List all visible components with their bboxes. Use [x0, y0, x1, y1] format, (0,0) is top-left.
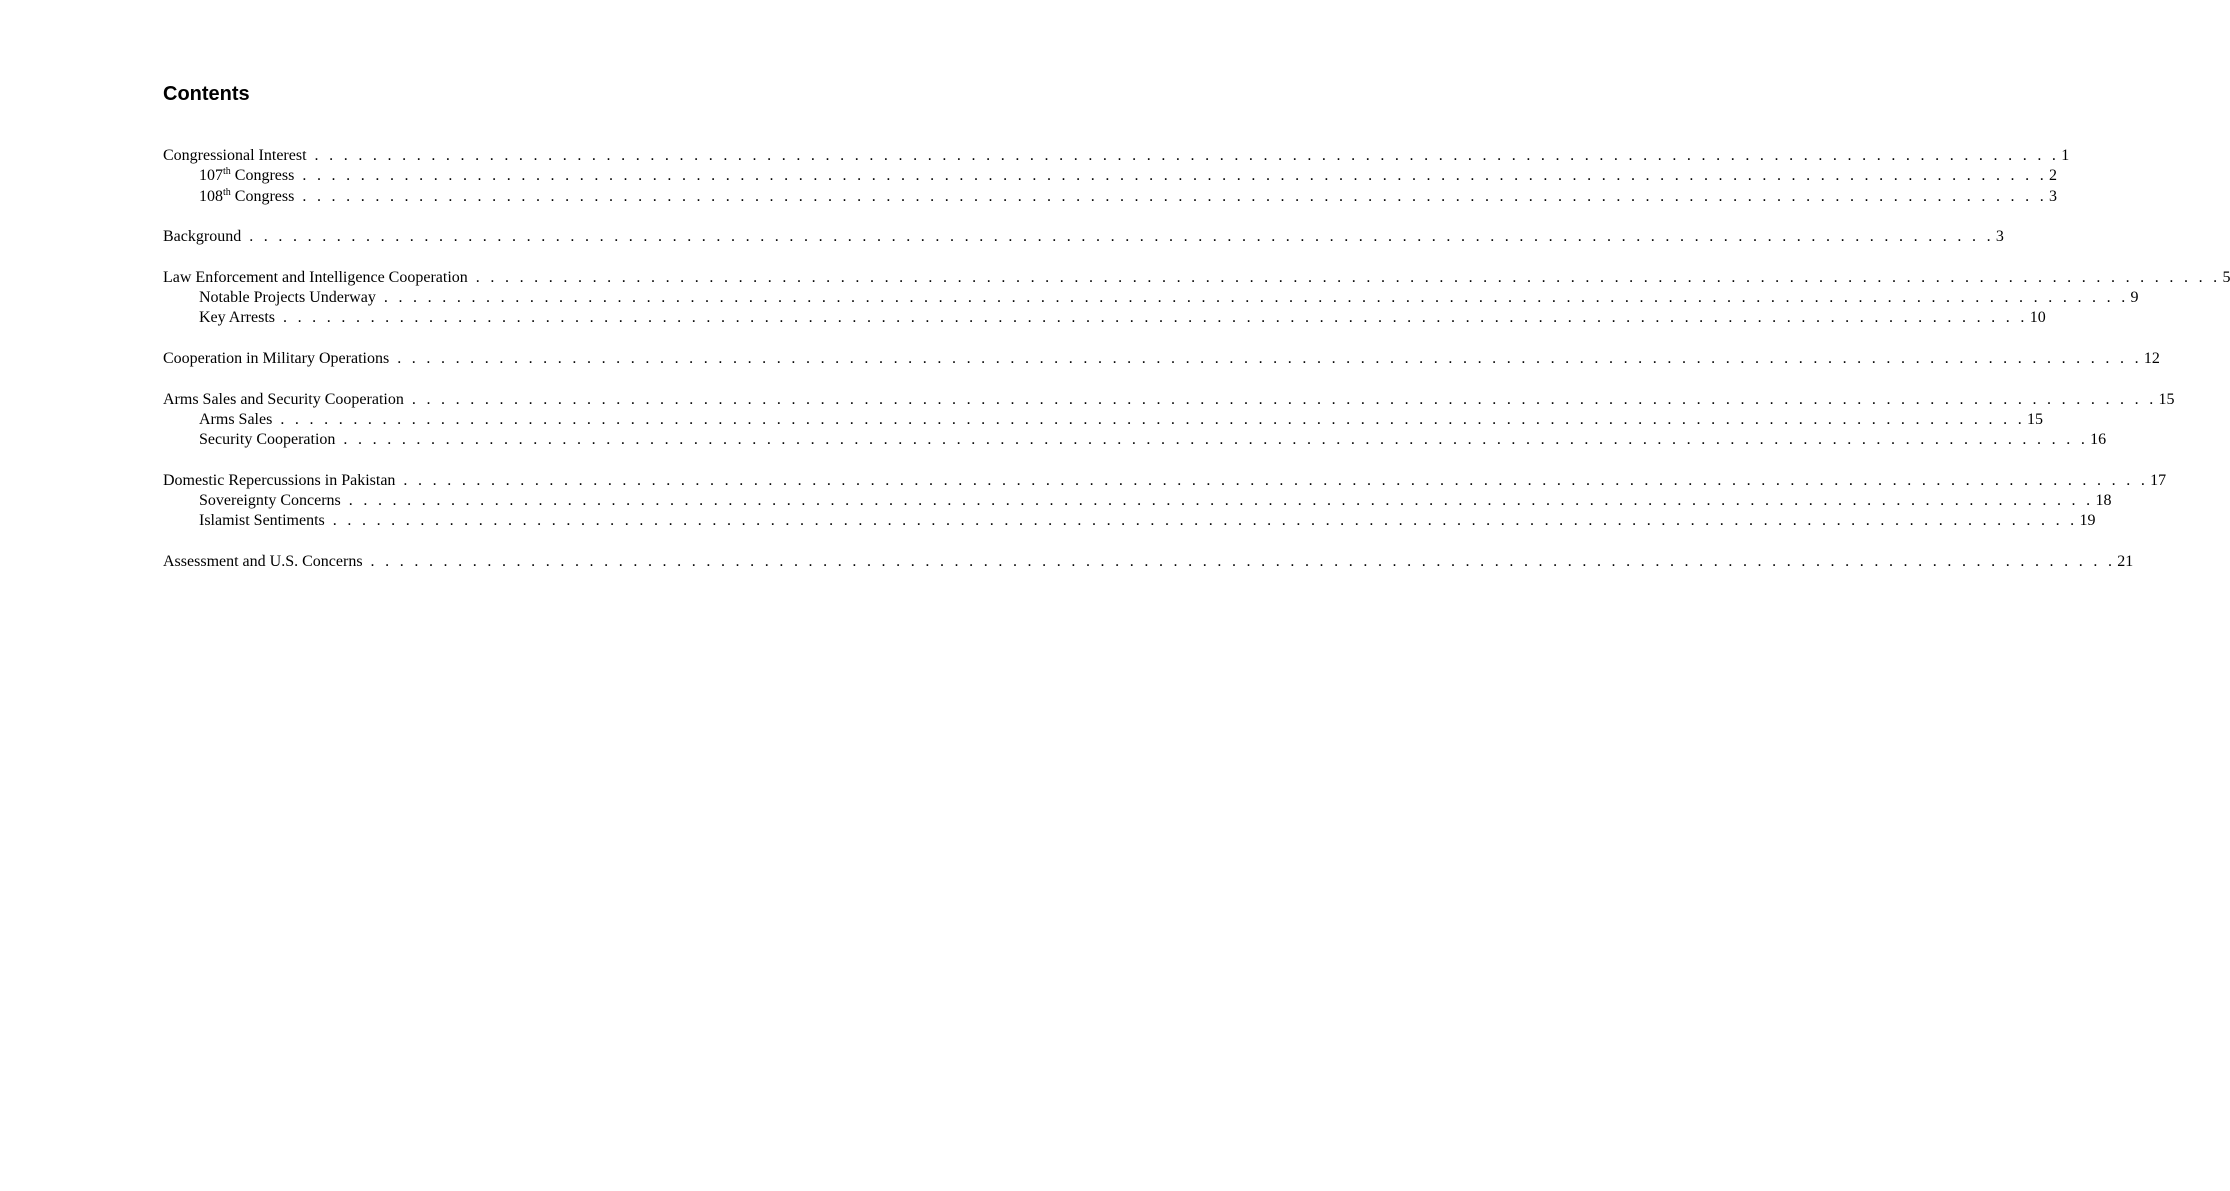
toc-entry-title-text: 107	[199, 167, 223, 185]
toc-entry-title	[199, 410, 280, 430]
toc-entry-title	[199, 430, 343, 450]
toc-subentry[interactable]	[163, 410, 2044, 430]
dot-leader: . . . . . . . . . . . . . . . . . . . . . . . . . . . . . . . . . . . . . . . . . . . . . . . . . . . . . . . . . . . . . . . . . . . . . . . . . . . . . . . . . . . . . . . . . . . . . . . . . . . . . . . . . . . . . . . . . . . . . . . .	[314, 147, 2060, 164]
toc-page-number: 18	[2095, 492, 2112, 510]
toc-entry-title-text: Notable Projects Underway	[199, 289, 376, 307]
toc-page-number: 15	[2158, 390, 2175, 408]
dot-leader: . . . . . . . . . . . . . . . . . . . . . . . . . . . . . . . . . . . . . . . . . . . . . . . . . . . . . . . . . . . . . . . . . . . . . . . . . . . . . . . . . . . . . . . . . . . . . . . . . . . . . . . . . . . . . . . . . . . . . . . .	[249, 228, 1994, 246]
toc-entry[interactable]	[163, 552, 2134, 572]
toc-entry-title-text: Security Cooperation	[199, 431, 336, 449]
dot-leader: . . . . . . . . . . . . . . . . . . . . . . . . . . . . . . . . . . . . . . . . . . . . . . . . . . . . . . . . . . . . . . . . . . . . . . . . . . . . . . . . . . . . . . . . . . . . . . . . . . . . . . . . . . . . . . . . . . . . . . . .	[370, 552, 2116, 570]
toc-page-number: 5	[2222, 268, 2230, 286]
toc-subentry[interactable]	[163, 288, 2139, 308]
toc-group	[163, 146, 2070, 207]
toc-page-number: 19	[2079, 512, 2096, 530]
toc-entry[interactable]	[163, 471, 2167, 491]
toc-entry-title	[199, 511, 333, 531]
table-of-contents	[163, 146, 2230, 593]
dot-leader: . . . . . . . . . . . . . . . . . . . . . . . . . . . . . . . . . . . . . . . . . . . . . . . . . . . . . . . . . . . . . . . . . . . . . . . . . . . . . . . . . . . . . . . . . . . . . . . . . . . . . . . . . . . . . . . . . . . . . . . .	[280, 410, 2026, 428]
toc-group	[163, 227, 2004, 247]
toc-entry-title	[199, 166, 302, 186]
toc-group	[163, 390, 2175, 451]
toc-page-number: 16	[2090, 431, 2107, 449]
toc-entry-title	[163, 268, 476, 288]
toc-entry-title-text: Congressional Interest	[163, 147, 307, 164]
toc-entry[interactable]	[163, 227, 2004, 247]
ordinal-superscript: th	[223, 166, 231, 178]
toc-entry-title	[199, 308, 283, 328]
toc-entry-title	[163, 471, 403, 491]
toc-subentry[interactable]	[163, 491, 2112, 511]
toc-page-number: 12	[2143, 349, 2160, 367]
dot-leader: . . . . . . . . . . . . . . . . . . . . . . . . . . . . . . . . . . . . . . . . . . . . . . . . . . . . . . . . . . . . . . . . . . . . . . . . . . . . . . . . . . . . . . . . . . . . . . . . . . . . . . . . . . . . . . . . . . . . . . . .	[282, 309, 2028, 327]
toc-page-number: 2	[2049, 167, 2058, 185]
toc-group	[163, 552, 2134, 572]
dot-leader: . . . . . . . . . . . . . . . . . . . . . . . . . . . . . . . . . . . . . . . . . . . . . . . . . . . . . . . . . . . . . . . . . . . . . . . . . . . . . . . . . . . . . . . . . . . . . . . . . . . . . . . . . . . . . . . . . . . . . . . .	[348, 492, 2094, 510]
toc-entry-title-text: Islamist Sentiments	[199, 512, 325, 530]
toc-entry-title	[199, 187, 302, 207]
dot-leader: . . . . . . . . . . . . . . . . . . . . . . . . . . . . . . . . . . . . . . . . . . . . . . . . . . . . . . . . . . . . . . . . . . . . . . . . . . . . . . . . . . . . . . . . . . . . . . . . . . . . . . . . . . . . . . . . . . . . . . . .	[397, 349, 2142, 367]
dot-leader: . . . . . . . . . . . . . . . . . . . . . . . . . . . . . . . . . . . . . . . . . . . . . . . . . . . . . . . . . . . . . . . . . . . . . . . . . . . . . . . . . . . . . . . . . . . . . . . . . . . . . . . . . . . . . . . . . . . . . . . .	[383, 289, 2129, 307]
toc-entry-title	[163, 349, 397, 369]
dot-leader: . . . . . . . . . . . . . . . . . . . . . . . . . . . . . . . . . . . . . . . . . . . . . . . . . . . . . . . . . . . . . . . . . . . . . . . . . . . . . . . . . . . . . . . . . . . . . . . . . . . . . . . . . . . . . . . . . . . . . . . .	[411, 390, 2157, 408]
toc-entry-title-rest: Congress	[230, 167, 295, 185]
toc-entry-title-text: Sovereignty Concerns	[199, 492, 341, 510]
toc-entry-title-text: Domestic Repercussions in Pakistan	[163, 471, 396, 489]
toc-page-number: 9	[2130, 289, 2139, 307]
toc-subentry[interactable]	[163, 166, 2058, 186]
toc-entry-title-text: Arms Sales and Security Cooperation	[163, 390, 404, 408]
toc-entry[interactable]	[163, 146, 2070, 166]
dot-leader: . . . . . . . . . . . . . . . . . . . . . . . . . . . . . . . . . . . . . . . . . . . . . . . . . . . . . . . . . . . . . . . . . . . . . . . . . . . . . . . . . . . . . . . . . . . . . . . . . . . . . . . . . . . . . . . . . . . . . . . .	[403, 471, 2149, 489]
toc-page-number: 21	[2117, 552, 2134, 570]
dot-leader: . . . . . . . . . . . . . . . . . . . . . . . . . . . . . . . . . . . . . . . . . . . . . . . . . . . . . . . . . . . . . . . . . . . . . . . . . . . . . . . . . . . . . . . . . . . . . . . . . . . . . . . . . . . . . . . . . . . . . . . .	[302, 167, 2048, 185]
toc-entry-title-text: Cooperation in Military Operations	[163, 349, 390, 367]
ordinal-superscript: th	[223, 186, 231, 198]
toc-page-number: 17	[2150, 471, 2167, 489]
toc-entry-title-text: Background	[163, 228, 242, 246]
toc-entry[interactable]	[163, 390, 2175, 410]
toc-entry-title	[163, 227, 249, 247]
toc-group	[163, 268, 2230, 329]
contents-heading: Contents	[163, 83, 250, 105]
toc-page-number: 3	[2049, 187, 2058, 205]
dot-leader: . . . . . . . . . . . . . . . . . . . . . . . . . . . . . . . . . . . . . . . . . . . . . . . . . . . . . . . . . . . . . . . . . . . . . . . . . . . . . . . . . . . . . . . . . . . . . . . . . . . . . . . . . . . . . . . . . . . . . . . .	[302, 187, 2048, 205]
toc-entry-title-text: Arms Sales	[199, 410, 273, 428]
toc-subentry[interactable]	[163, 430, 2107, 450]
toc-entry-title	[163, 146, 315, 166]
toc-entry-title-text: Key Arrests	[199, 309, 275, 327]
toc-entry-title	[199, 491, 349, 511]
dot-leader: . . . . . . . . . . . . . . . . . . . . . . . . . . . . . . . . . . . . . . . . . . . . . . . . . . . . . . . . . . . . . . . . . . . . . . . . . . . . . . . . . . . . . . . . . . . . . . . . . . . . . . . . . . . . . . . . . . . . . . . .	[332, 512, 2078, 530]
dot-leader: . . . . . . . . . . . . . . . . . . . . . . . . . . . . . . . . . . . . . . . . . . . . . . . . . . . . . . . . . . . . . . . . . . . . . . . . . . . . . . . . . . . . . . . . . . . . . . . . . . . . . . . . . . . . . . . . . . . . . . . .	[475, 268, 2221, 286]
toc-entry-title	[163, 390, 412, 410]
toc-subentry[interactable]	[163, 511, 2096, 531]
toc-entry[interactable]	[163, 268, 2230, 288]
toc-entry-title-text: Law Enforcement and Intelligence Cooperation	[163, 268, 468, 286]
toc-group	[163, 471, 2167, 532]
toc-page-number: 15	[2027, 410, 2044, 428]
toc-entry-title	[199, 288, 384, 308]
toc-page-number: 1	[2061, 147, 2070, 164]
toc-entry[interactable]	[163, 349, 2160, 369]
toc-entry-title-text: 108	[199, 187, 223, 205]
toc-entry-title-rest: Congress	[230, 187, 295, 205]
toc-entry-title-text: Assessment and U.S. Concerns	[163, 552, 363, 570]
toc-page-number: 10	[2029, 309, 2046, 327]
toc-subentry[interactable]	[163, 308, 2046, 328]
toc-group	[163, 349, 2160, 369]
toc-page-number: 3	[1995, 228, 2004, 246]
toc-subentry[interactable]	[163, 186, 2058, 207]
toc-entry-title	[163, 552, 371, 572]
dot-leader: . . . . . . . . . . . . . . . . . . . . . . . . . . . . . . . . . . . . . . . . . . . . . . . . . . . . . . . . . . . . . . . . . . . . . . . . . . . . . . . . . . . . . . . . . . . . . . . . . . . . . . . . . . . . . . . . . . . . . . . .	[343, 431, 2089, 449]
